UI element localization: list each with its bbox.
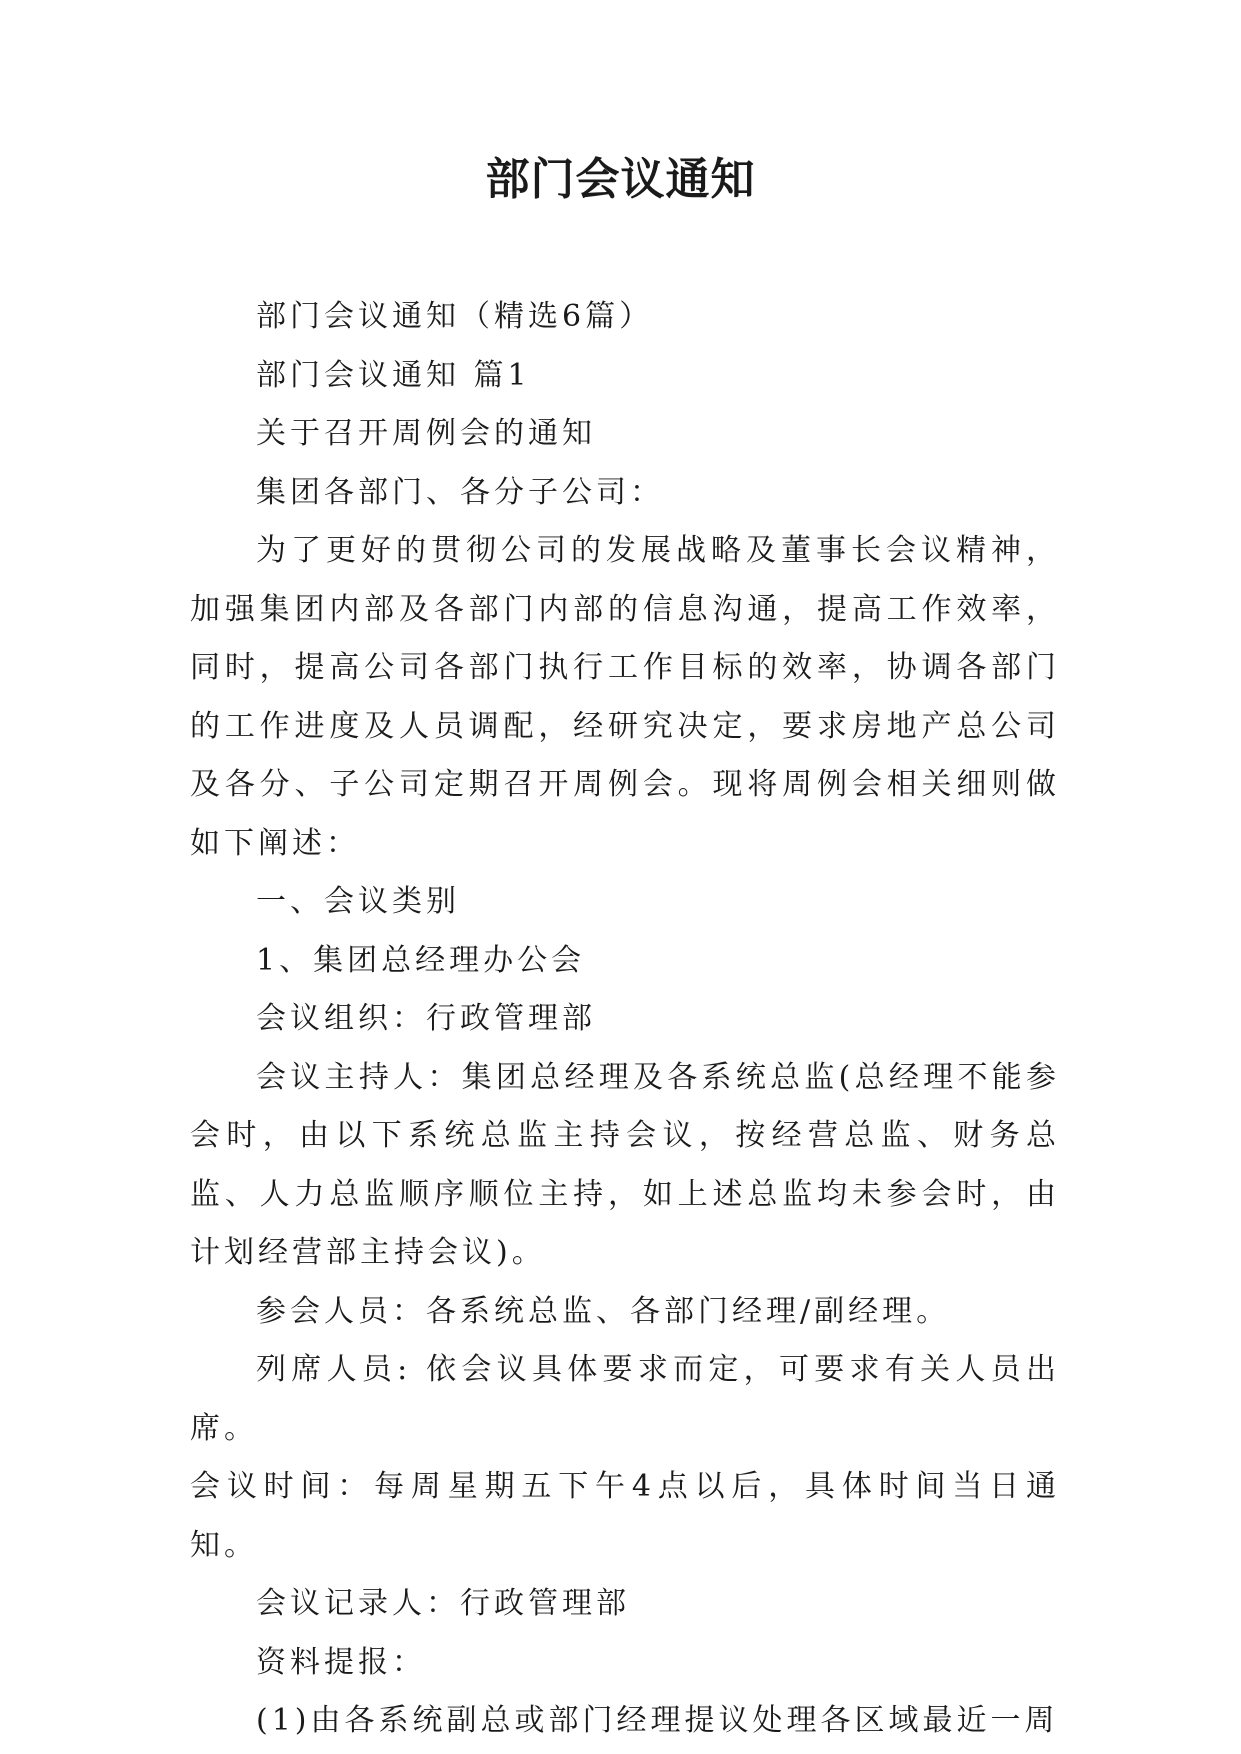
paragraph-recorder: 会议记录人：行政管理部 [256, 1586, 630, 1621]
paragraph-article-number: 部门会议通知 篇1 [256, 357, 531, 393]
paragraph-materials: 资料提报： [256, 1644, 426, 1680]
paragraph-observers: 列席人员: 依会议具体要求而定，可要求有关人员出席。 [190, 1352, 1060, 1446]
paragraph-subtitle: 部门会议通知（精选6篇） [256, 299, 654, 334]
paragraph-attendees: 参会人员：各系统总监、各部门经理/副经理。 [256, 1293, 951, 1329]
paragraph-materials-item-1: (1)由各系统副总或部门经理提议处理各区域最近一周 [256, 1703, 1059, 1738]
paragraph-organizer: 会议组织：行政管理部 [256, 1001, 596, 1036]
paragraph-purpose: 为了更好的贯彻公司的发展战略及董事长会议精神，加强集团内部及各部门内部的信息沟通，提高工作效率，同时，提高公司各部门执行工作目标的效率，协调各部门的工作进度及人员调配，经研究决定，要求房地产总公司及各分、子公司定期召开周例会。现将周例会相关细则做如下阐述： [190, 533, 1060, 861]
paragraph-meeting-time: 会议时间：每周星期五下午4点以后，具体时间当日通知。 [190, 1469, 1060, 1563]
paragraph-notice-title: 关于召开周例会的通知 [256, 416, 596, 451]
paragraph-meeting-type: 1、集团总经理办公会 [256, 942, 586, 978]
paragraph-addressee: 集团各部门、各分子公司： [256, 474, 664, 510]
document-title: 部门会议通知 [485, 154, 756, 205]
document-body [190, 288, 1060, 1751]
paragraph-host: 会议主持人：集团总经理及各系统总监(总经理不能参会时，由以下系统总监主持会议，按经营总监、财务总监、人力总监顺序顺位主持，如上述总监均未参会时，由计划经营部主持会议)。 [190, 1059, 1060, 1270]
paragraph-section-heading: 一、会议类别 [256, 884, 460, 919]
